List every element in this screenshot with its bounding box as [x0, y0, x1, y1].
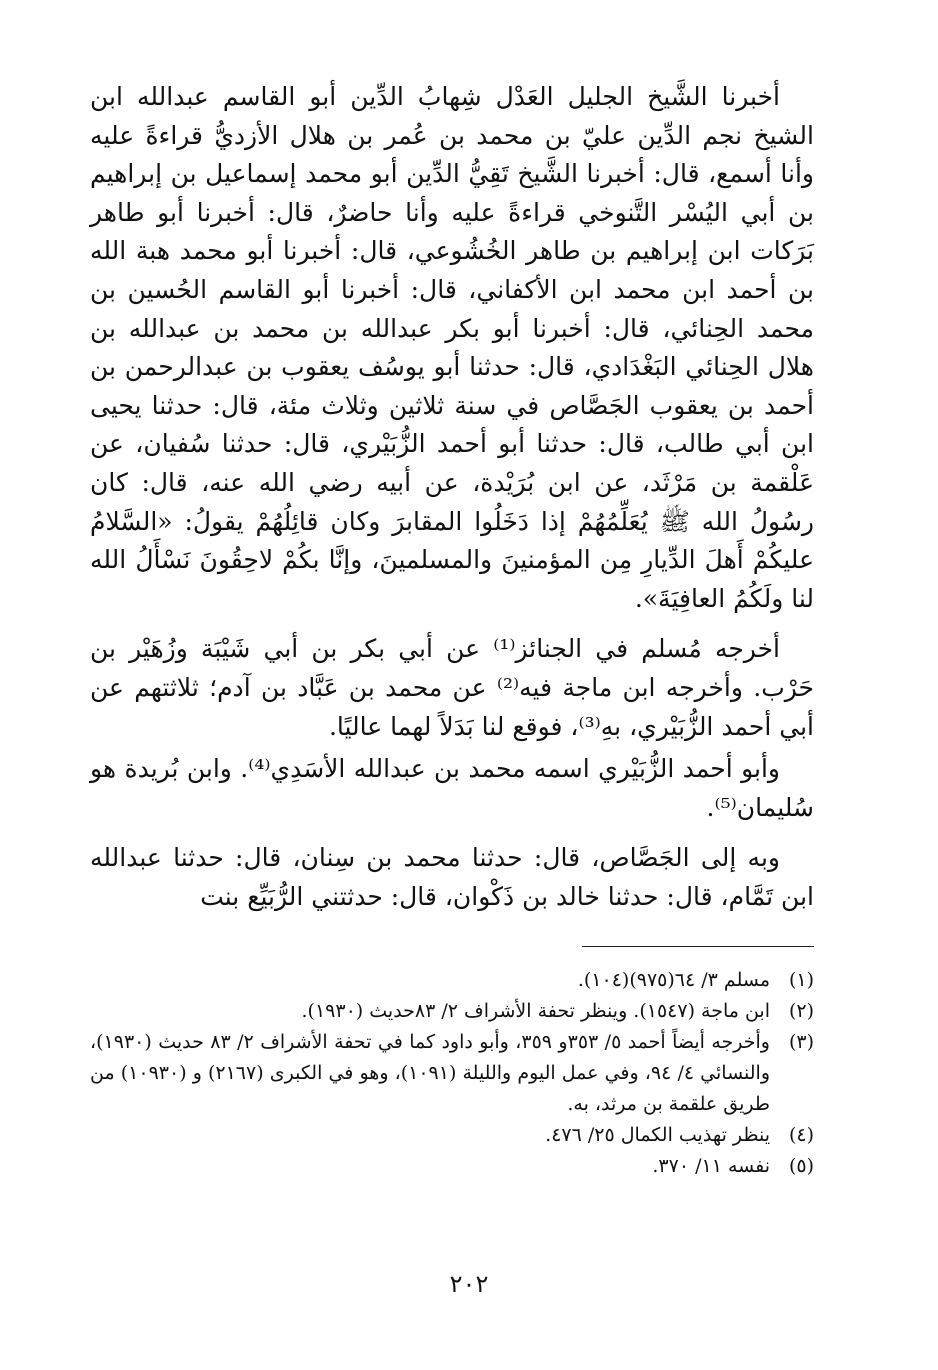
footnote-5 [90, 1151, 814, 1182]
main-text [90, 78, 814, 916]
footnote-number: (٥) [788, 1155, 814, 1178]
footnote-4 [90, 1120, 814, 1151]
footnotes [90, 965, 814, 1182]
footnote-1 [90, 965, 814, 996]
footnote-3 [90, 1027, 814, 1120]
footnote-number: (٣) [788, 1031, 814, 1054]
footnote-number: (٤) [788, 1124, 814, 1147]
footnote-divider [582, 946, 814, 947]
footnote-text: وأخرجه أيضاً أحمد ٥/ ٣٥٣و ٣٥٩، وأبو داود كما في تحفة الأشراف ٢/ ٨٣ حديث (١٩٣٠)، والنسائي ٤/ ٩٤، وفي عمل اليوم والليلة (١٠٩١)، وهو في الكبرى (٢١٦٧) و (١٠٩٣٠) من طريق علقمة بن مرثد، به. [90, 1031, 770, 1116]
footnote-text: ينظر تهذيب الكمال ٢٥/ ٤٧٦. [545, 1124, 770, 1147]
footnote-number: (١) [788, 969, 814, 992]
book-page [90, 78, 814, 1182]
footnote-number: (٢) [788, 1000, 814, 1023]
paragraph-takhrij: أخرجه مُسلم في الجنائز⁽¹⁾ عن أبي بكر بن أبي شَيْبَة وزُهَيْر بن حَرْب. وأخرجه ابن ماجة فيه⁽²⁾ عن محمد بن عَبَّاد بن آدم؛ ثلاثتهم عن أبي أحمد الزُّبَيْري، بهِ⁽³⁾، فوقع لنا بَدَلاً لهما عاليًا. [90, 634, 814, 741]
paragraph-isnad-2: وبه إلى الجَصَّاص، قال: حدثنا محمد بن سِنان، قال: حدثنا عبدالله ابن تَمَّام، قال: حدثنا خالد بن ذَكْوان، قال: حدثتني الرُّبَيِّع بنت [90, 843, 814, 911]
footnote-text: ابن ماجة (١٥٤٧). وينظر تحفة الأشراف ٢/ ٨٣حديث (١٩٣٠). [301, 1000, 770, 1023]
paragraph-isnad-1: أخبرنا الشَّيخ الجليل العَدْل شِهابُ الدِّين أبو القاسم عبدالله ابن الشيخ نجم الدِّين عليّ بن محمد بن عُمر بن هلال الأزديُّ قراءةً عليه وأنا أسمع، قال: أخبرنا الشَّيخ تَقِيُّ الدِّين أبو محمد إسماعيل بن إبراهيم بن أبي اليُسْر التَّنوخي قراءةً عليه وأنا حاضرٌ، قال: أخبرنا أبو طاهر بَرَكات ابن إبراهيم بن طاهر الخُشُوعي، قال: أخبرنا أبو محمد هبة الله بن أحمد ابن محمد ابن الأكفاني، قال: أخبرنا أبو القاسم الحُسين بن محمد الحِنائي، قال: أخبرنا أبو بكر عبدالله بن محمد بن عبدالله بن هلال الحِنائي البَغْدَادي، قال: حدثنا أبو يوسُف يعقوب بن عبدالرحمن بن أحمد بن يعقوب الجَصَّاص في سنة ثلاثين وثلاث مئة، قال: حدثنا يحيى ابن أبي طالب، قال: حدثنا أبو أحمد الزُّبَيْري، قال: حدثنا سُفيان، عن عَلْقمة بن مَرْثَد، عن ابن بُرَيْدة، عن أبيه رضي الله عنه، قال: كان رسُولُ الله ﷺ يُعَلِّمُهُمْ إذا دَخَلُوا المقابرَ وكان قائِلُهُمْ يقولُ: «السَّلامُ عليكُمْ أَهلَ الدِّيارِ مِن المؤمنينَ والمسلمينَ، وإنَّا بكُمْ لاحِقُونَ نَسْأَلُ الله لنا ولَكُمُ العافِيَةَ». [90, 82, 814, 613]
page-number: ٢٠٢ [449, 1270, 489, 1298]
paragraph-narrators: وأبو أحمد الزُّبَيْري اسمه محمد بن عبدالله الأسَدِي⁽⁴⁾. وابن بُريدة هو سُليمان⁽⁵⁾. [90, 754, 814, 822]
footnote-text: نفسه ١١/ ٣٧٠. [652, 1155, 770, 1178]
footnote-text: مسلم ٣/ ٦٤(٩٧٥)(١٠٤). [577, 969, 770, 992]
footnote-2 [90, 996, 814, 1027]
